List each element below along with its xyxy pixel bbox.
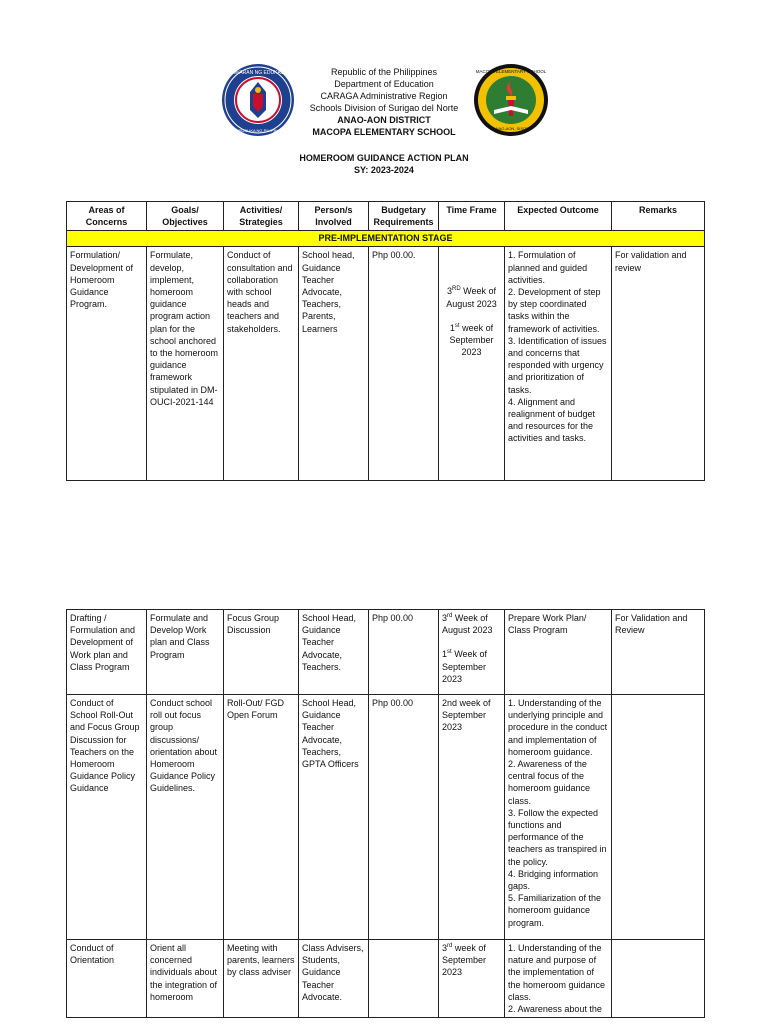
cell-time-frame bbox=[439, 247, 505, 481]
cell-goals: Formulate, develop, implement, homeroom guidance program action plan for the school anchored to the homeroom guidance framework stipulated in DM-OUCI-2021-144 bbox=[147, 247, 224, 481]
table-row bbox=[67, 695, 705, 940]
cell-budget bbox=[369, 940, 439, 1018]
outcome-item: 2. Awareness about the bbox=[508, 1004, 602, 1015]
cell-budget: Php 00.00 bbox=[369, 610, 439, 695]
svg-text:KAGAWARAN NG EDUKASYON: KAGAWARAN NG EDUKASYON bbox=[221, 70, 295, 76]
stage-row bbox=[67, 231, 705, 247]
cell-expected-outcome bbox=[505, 695, 612, 940]
header-areas: Areas of Concerns bbox=[67, 202, 147, 231]
cell-areas: Conduct of School Roll-Out and Focus Group Discussion for Teachers on the Homeroom Guidance Policy Guidance bbox=[67, 695, 147, 940]
outcome-item: 1. Understanding of the underlying principle and procedure in the conduct and implementation of homeroom guidance. bbox=[508, 698, 608, 757]
outcome-item: 2. Development of step by step coordinated tasks within the framework of activities. bbox=[508, 287, 601, 334]
cell-activities: Meeting with parents, learners by class adviser bbox=[224, 940, 299, 1018]
cell-persons: School Head, Guidance Teacher Advocate, Teachers. bbox=[299, 610, 369, 695]
cell-areas: Formulation/ Development of Homeroom Guidance Program. bbox=[67, 247, 147, 481]
school-seal-icon bbox=[472, 62, 550, 138]
letterhead bbox=[270, 66, 498, 138]
header-time-frame: Time Frame bbox=[439, 202, 505, 231]
svg-text:ANAO-AON, SISON: ANAO-AON, SISON bbox=[492, 126, 530, 131]
header-remarks: Remarks bbox=[612, 202, 705, 231]
cell-time-frame bbox=[439, 610, 505, 695]
outcome-item: 3. Identification of issues and concerns that responded with urgency and prioritization of tasks. bbox=[508, 335, 607, 395]
outcome-item: 4. Bridging information gaps. bbox=[508, 868, 599, 892]
table-row bbox=[67, 940, 705, 1018]
outcome-item: 2. Awareness of the central focus of the homeroom guidance class. bbox=[508, 759, 591, 806]
cell-goals: Formulate and Develop Work plan and Class Program bbox=[147, 610, 224, 695]
plan-title-text: HOMEROOM GUIDANCE ACTION PLAN bbox=[299, 153, 469, 163]
cell-remarks bbox=[612, 940, 705, 1018]
header-goals: Goals/ Objectives bbox=[147, 202, 224, 231]
cell-budget: Php 00.00 bbox=[369, 695, 439, 940]
time-frame-end: 1st week of September 2023 bbox=[449, 322, 494, 358]
cell-activities: Focus Group Discussion bbox=[224, 610, 299, 695]
outcome-item: 3. Follow the expected functions and performance of the teachers as transpired in the policy. bbox=[508, 807, 607, 867]
cell-areas: Drafting / Formulation and Development of Work plan and Class Program bbox=[67, 610, 147, 695]
region-line: CARAGA Administrative Region bbox=[320, 91, 448, 101]
district-line: ANAO-AON DISTRICT bbox=[337, 115, 431, 125]
plan-title bbox=[234, 152, 534, 176]
cell-time-frame: 2nd week of September 2023 bbox=[439, 695, 505, 940]
cell-budget: Php 00.00. bbox=[369, 247, 439, 481]
cell-expected-outcome: Prepare Work Plan/ Class Program bbox=[505, 610, 612, 695]
outcome-item: 1. Formulation of planned and guided activities. bbox=[508, 250, 588, 285]
cell-expected-outcome bbox=[505, 247, 612, 481]
outcome-item: 5. Familiarization of the homeroom guidance program. bbox=[508, 893, 602, 928]
cell-activities: Roll-Out/ FGD Open Forum bbox=[224, 695, 299, 940]
cell-remarks: For validation and review bbox=[612, 247, 705, 481]
cell-remarks: For Validation and Review bbox=[612, 610, 705, 695]
table-header-row bbox=[67, 202, 705, 231]
cell-expected-outcome bbox=[505, 940, 612, 1018]
cell-persons: School Head, Guidance Teacher Advocate, Teachers, GPTA Officers bbox=[299, 695, 369, 940]
cell-activities: Conduct of consultation and collaboration with school heads and teachers and stakeholders. bbox=[224, 247, 299, 481]
header-persons: Person/s Involved bbox=[299, 202, 369, 231]
department-line: Department of Education bbox=[334, 79, 434, 89]
cell-persons: School head, Guidance Teacher Advocate, Teachers, Parents, Learners bbox=[299, 247, 369, 481]
cell-persons: Class Advisers, Students, Guidance Teacher Advocate. bbox=[299, 940, 369, 1018]
table-row bbox=[67, 610, 705, 695]
division-line: Schools Division of Surigao del Norte bbox=[309, 103, 459, 113]
action-plan-table bbox=[66, 201, 705, 481]
school-year: SY: 2023-2024 bbox=[354, 165, 414, 175]
time-frame-end: 1st Week of September 2023 bbox=[442, 649, 488, 684]
header-activities: Activities/ Strategies bbox=[224, 202, 299, 231]
cell-goals: Orient all concerned individuals about the integration of homeroom bbox=[147, 940, 224, 1018]
cell-remarks bbox=[612, 695, 705, 940]
outcome-item: 4. Alignment and realignment of budget and resources for the activities and tasks. bbox=[508, 396, 596, 444]
stage-label: PRE-IMPLEMENTATION STAGE bbox=[67, 231, 705, 247]
svg-text:MACOPA ELEMENTARY SCHOOL: MACOPA ELEMENTARY SCHOOL bbox=[475, 69, 547, 74]
cell-time-frame: 3rd week of September 2023 bbox=[439, 940, 505, 1018]
time-frame-start: 3RD Week of August 2023 bbox=[446, 286, 497, 309]
action-plan-table-continued bbox=[66, 609, 705, 1018]
cell-areas: Conduct of Orientation bbox=[67, 940, 147, 1018]
school-line: MACOPA ELEMENTARY SCHOOL bbox=[312, 127, 456, 137]
table-row bbox=[67, 247, 705, 481]
header-expected-outcome: Expected Outcome bbox=[505, 202, 612, 231]
time-frame-start: 3rd Week of August 2023 bbox=[442, 613, 493, 636]
svg-text:REPUBLIKA NG PILIPINAS: REPUBLIKA NG PILIPINAS bbox=[233, 128, 283, 133]
cell-goals: Conduct school roll out focus group discussions/ orientation about Homeroom Guidance Policy Guidelines. bbox=[147, 695, 224, 940]
country-line: Republic of the Philippines bbox=[330, 67, 438, 77]
header-budget: Budgetary Requirements bbox=[369, 202, 439, 231]
outcome-item: 1. Understanding of the nature and purpose of the implementation of the homeroom guidance class. bbox=[508, 943, 606, 1002]
